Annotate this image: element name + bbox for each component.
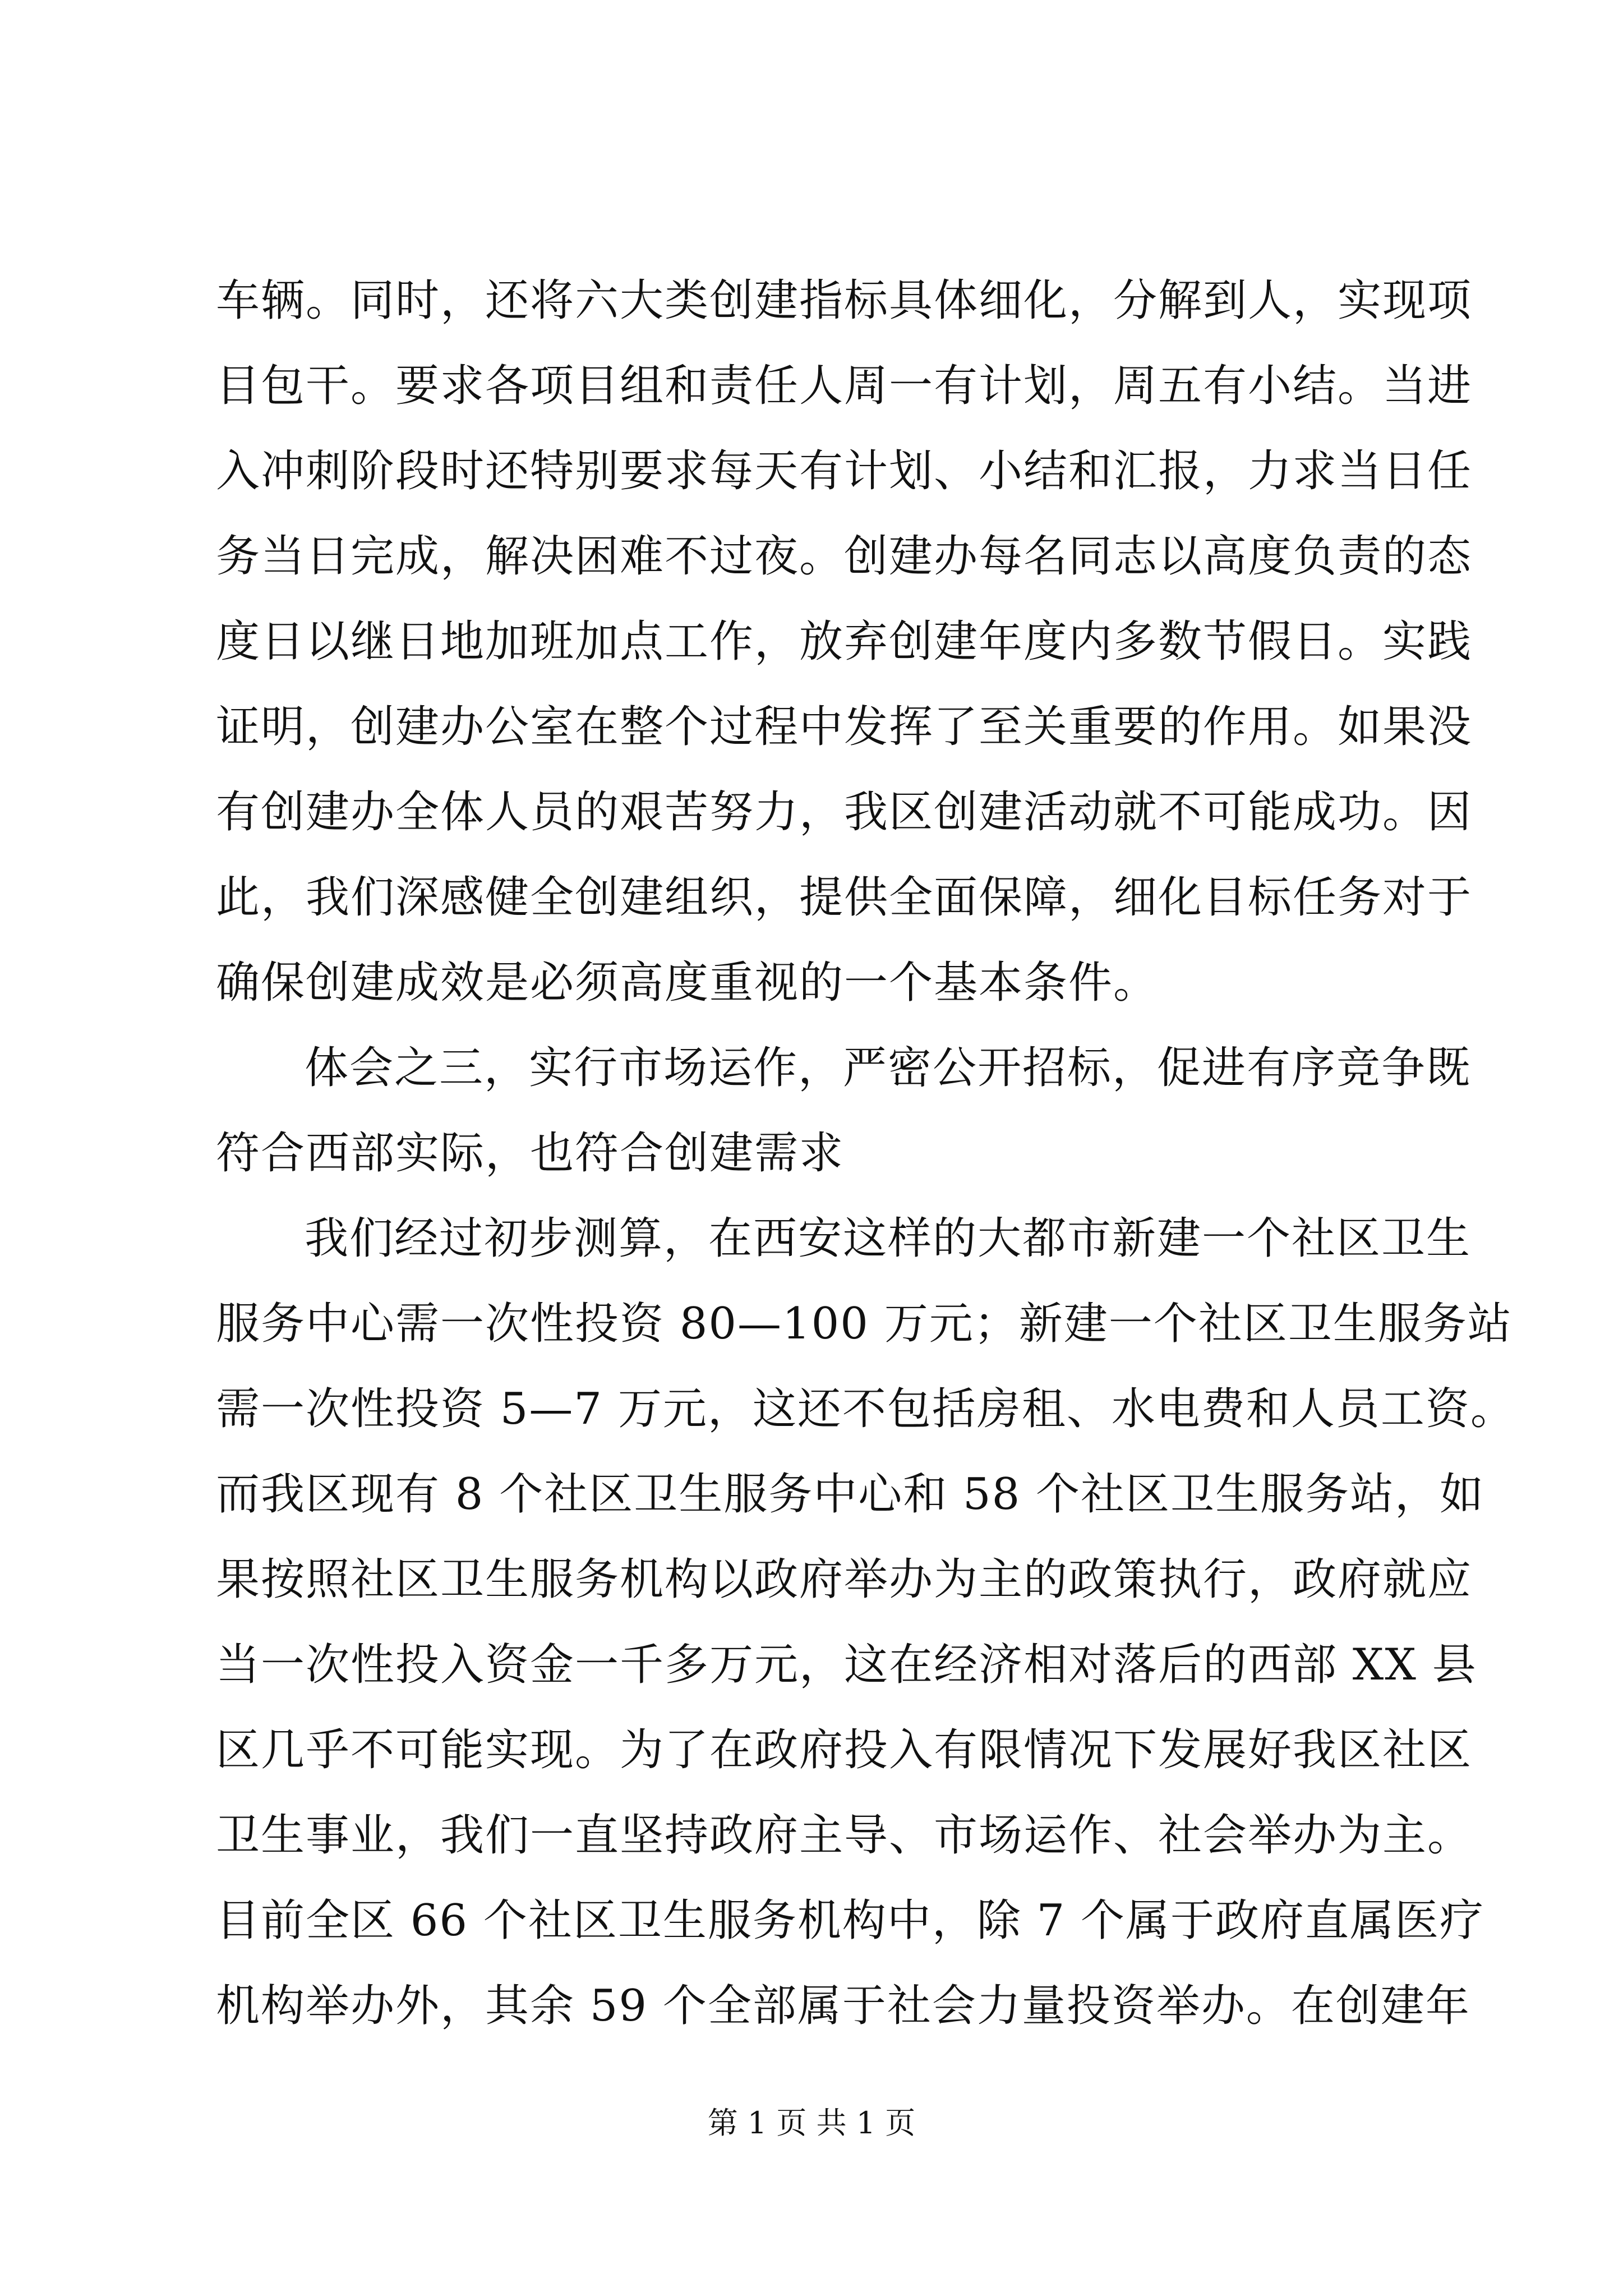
text-line: 当一次性投入资金一千多万元，这在经济相对落后的西部 XX 县 xyxy=(216,1640,1477,1690)
text-line: 有创建办全体人员的艰苦努力，我区创建活动就不可能成功。因 xyxy=(216,787,1473,838)
text-line: 确保创建成效是必须高度重视的一个基本条件。 xyxy=(216,958,1159,1008)
text-line: 入冲刺阶段时还特别要求每天有计划、小结和汇报，力求当日任 xyxy=(216,446,1473,496)
text-line: 目前全区 66 个社区卫生服务机构中，除 7 个属于政府直属医疗 xyxy=(216,1895,1485,1946)
text-line: 我们经过初步测算，在西安这样的大都市新建一个社区卫生 xyxy=(305,1213,1472,1264)
text-line: 务当日完成，解决困难不过夜。创建办每名同志以高度负责的态 xyxy=(216,531,1473,582)
text-line: 此，我们深感健全创建组织，提供全面保障，细化目标任务对于 xyxy=(216,872,1473,923)
text-line: 而我区现有 8 个社区卫生服务中心和 58 个社区卫生服务站，如 xyxy=(216,1469,1485,1520)
text-line: 目包干。要求各项目组和责任人周一有计划，周五有小结。当进 xyxy=(216,361,1473,411)
text-line: 果按照社区卫生服务机构以政府举办为主的政策执行，政府就应 xyxy=(216,1554,1473,1605)
text-line: 机构举办外，其余 59 个全部属于社会力量投资举办。在创建年 xyxy=(216,1981,1470,2031)
section-heading-line: 符合西部实际，也符合创建需求 xyxy=(216,1128,845,1179)
page-number-footer: 第 1 页 共 1 页 xyxy=(707,2105,916,2141)
text-line: 车辆。同时，还将六大类创建指标具体细化，分解到人，实现项 xyxy=(216,275,1473,326)
text-line: 服务中心需一次性投资 80—100 万元；新建一个社区卫生服务站 xyxy=(216,1299,1513,1349)
text-line: 度日以继日地加班加点工作，放弃创建年度内多数节假日。实践 xyxy=(216,616,1473,667)
text-line: 证明，创建办公室在整个过程中发挥了至关重要的作用。如果没 xyxy=(216,702,1473,752)
section-heading-line: 体会之三，实行市场运作，严密公开招标，促进有序竞争既 xyxy=(305,1043,1472,1093)
document-body xyxy=(216,258,1515,2049)
text-line: 区几乎不可能实现。为了在政府投入有限情况下发展好我区社区 xyxy=(216,1725,1473,1775)
text-line: 需一次性投资 5—7 万元，这还不包括房租、水电费和人员工资。 xyxy=(216,1384,1515,1434)
text-line: 卫生事业，我们一直坚持政府主导、市场运作、社会举办为主。 xyxy=(216,1810,1473,1861)
